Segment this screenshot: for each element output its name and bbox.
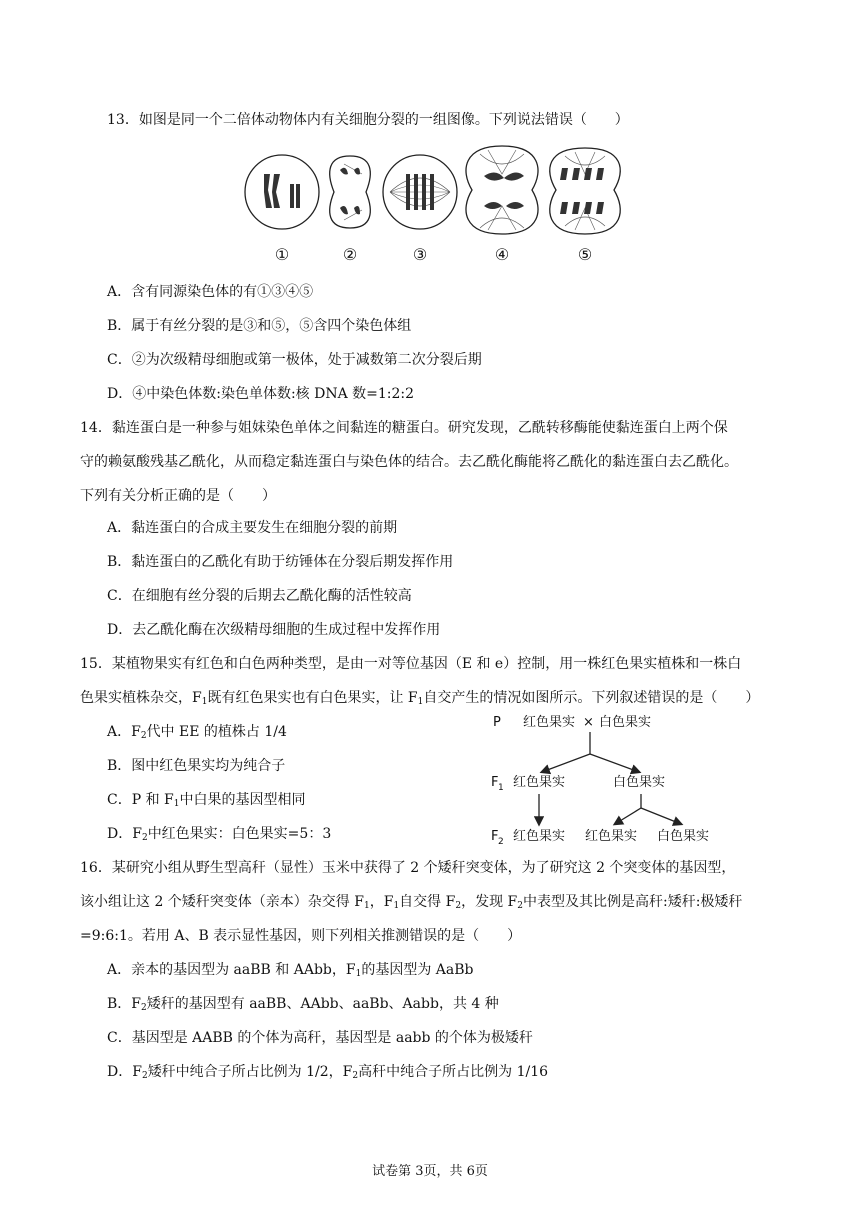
cell-4	[466, 146, 538, 234]
q13-option-a: A．含有同源染色体的有①③④⑤	[107, 284, 314, 300]
cell-label-3: ③	[412, 245, 428, 264]
q15-option-c: C．P 和 $F_1$中白果的基因型相同	[107, 792, 306, 809]
cell-label-2: ②	[342, 245, 358, 264]
p-white: 白色果实	[599, 715, 652, 730]
q15-stem-1: 15．某植物果实有红色和白色两种类型，是由一对等位基因（E 和 e）控制，用一株红色果实植株和一株白	[80, 656, 742, 672]
cell-label-1: ①	[274, 245, 290, 264]
q15-option-b: B．图中红色果实均为纯合子	[107, 758, 286, 774]
cross-diagram	[487, 710, 727, 850]
q14-option-a: A．黏连蛋白的合成主要发生在细胞分裂的前期	[107, 520, 398, 536]
q16-option-b: B．$F_2$矮秆的基因型有 aaBB、AAbb、aaBb、Aabb，共 4 种	[107, 996, 499, 1013]
f2-white: 白色果实	[657, 829, 710, 844]
page-footer: 试卷第 3页，共 6页	[372, 1164, 488, 1179]
f1-white: 白色果实	[613, 775, 666, 790]
f2-red-1: 红色果实	[513, 829, 566, 844]
q15-option-d: D．$F_2$中红色果实：白色果实=5：3	[107, 826, 332, 843]
cell-1	[245, 155, 319, 229]
q16-option-d: D．$F_2$矮秆中纯合子所占比例为 1/2，$F_2$高秆中纯合子所占比例为 1/16	[107, 1064, 549, 1081]
q14-option-d: D．去乙酰化酶在次级精母细胞的生成过程中发挥作用	[107, 622, 441, 638]
q13-option-b: B．属于有丝分裂的是③和⑤，⑤含四个染色体组	[107, 318, 412, 334]
q16-stem-1: 16．某研究小组从野生型高秆（显性）玉米中获得了 2 个矮秆突变体，为了研究这 2 个突变体的基因型，	[80, 860, 736, 876]
cell-label-4: ④	[494, 245, 510, 264]
q14-stem-2: 守的赖氨酸残基乙酰化，从而稳定黏连蛋白与染色体的结合。去乙酰化酶能将乙酰化的黏连蛋白去乙酰化。	[80, 454, 738, 470]
cell-2	[330, 156, 371, 228]
cell-division-figure	[240, 144, 625, 269]
q16-option-a: A．亲本的基因型为 aaBB 和 AAbb，$F_1$的基因型为 AaBb	[107, 962, 474, 979]
q14-option-b: B．黏连蛋白的乙酰化有助于纺锤体在分裂后期发挥作用	[107, 554, 454, 570]
p-label: P	[493, 715, 501, 730]
cross-symbol: ×	[583, 715, 594, 730]
p-red: 红色果实	[523, 715, 576, 730]
q13-option-c: C．②为次级精母细胞或第一极体，处于减数第二次分裂后期	[107, 352, 482, 368]
f1-label: F	[491, 775, 499, 790]
q16-option-c: C．基因型是 AABB 的个体为高秆，基因型是 aabb 的个体为极矮秆	[107, 1030, 533, 1046]
q14-option-c: C．在细胞有丝分裂的后期去乙酰化酶的活性较高	[107, 588, 412, 604]
q16-stem-3: =9:6:1。若用 A、B 表示显性基因，则下列相关推测错误的是（ ）	[80, 928, 522, 944]
q14-stem-3: 下列有关分析正确的是（ ）	[80, 488, 276, 504]
cell-5	[550, 148, 621, 234]
q15-option-a: A．$F_2$代中 EE 的植株占 1/4	[107, 724, 287, 741]
f2-label: F	[491, 829, 499, 844]
q13-stem: 13．如图是同一个二倍体动物体内有关细胞分裂的一组图像。下列说法错误（ ）	[107, 112, 629, 128]
q15-stem-2: 色果实植株杂交，$F_1$既有红色果实也有白色果实，让 $F_1$自交产生的情况如图所示。下列叙述错误的是（ ）	[80, 690, 760, 707]
svg-text:1: 1	[498, 783, 504, 793]
q14-stem-1: 14．黏连蛋白是一种参与姐妹染色单体之间黏连的糖蛋白。研究发现，乙酰转移酶能使黏连蛋白上两个保	[80, 420, 728, 436]
q16-stem-2: 该小组让这 2 个矮秆突变体（亲本）杂交得 $F_1$，$F_1$自交得 $F_2$，发现 $F_2$中表型及其比例是高秆:矮秆:极矮秆	[80, 894, 743, 911]
f1-red: 红色果实	[513, 775, 566, 790]
f2-red-2: 红色果实	[585, 829, 638, 844]
q13-option-d: D．④中染色体数:染色单体数:核 DNA 数=1:2:2	[107, 386, 415, 402]
svg-text:2: 2	[498, 837, 504, 847]
cell-label-5: ⑤	[577, 245, 593, 264]
